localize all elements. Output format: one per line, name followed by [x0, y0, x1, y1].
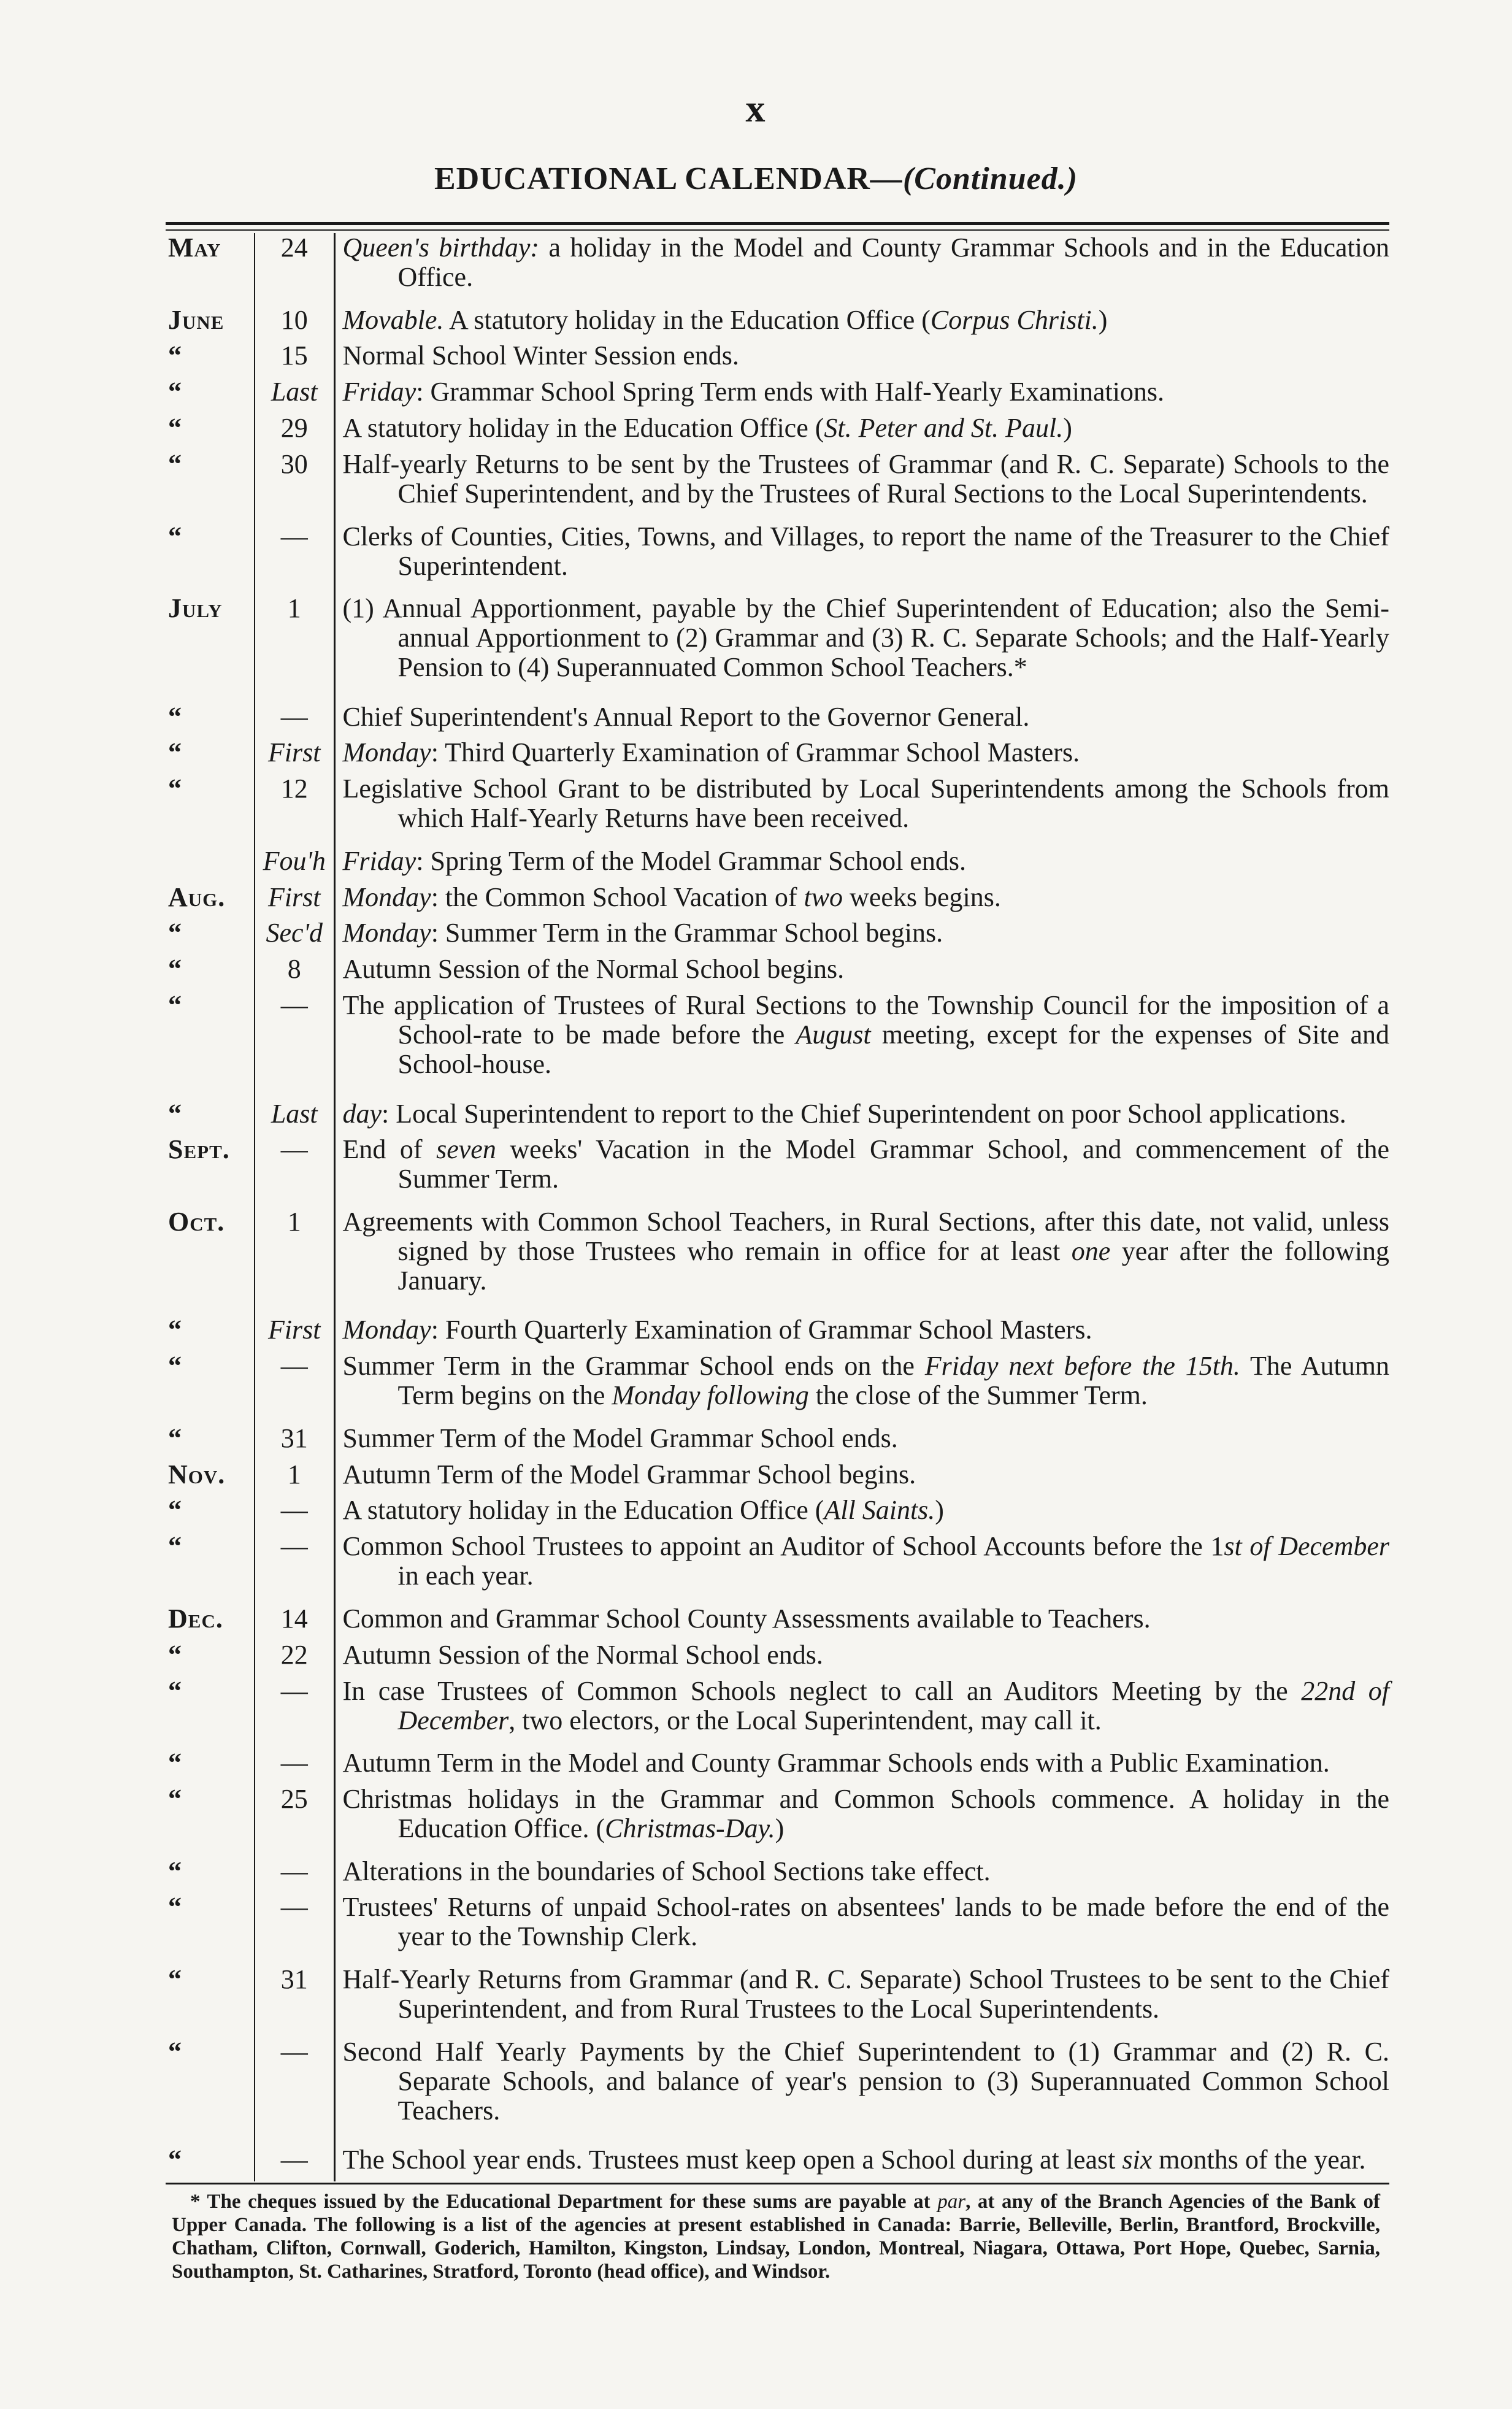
entry-day: — [255, 1135, 334, 1207]
entry-text-italic: Monday [342, 737, 431, 768]
entry-description [343, 1496, 1390, 1525]
entry-text: ) [775, 1813, 785, 1843]
entry-day: — [255, 1748, 334, 1785]
entry-day: 15 [255, 341, 334, 377]
calendar-row [166, 1965, 1389, 2037]
calendar-row [166, 1207, 1389, 1315]
entry-day: First [255, 883, 334, 919]
calendar-row [166, 702, 1389, 739]
entry-text: in each year. [397, 1561, 534, 1591]
entry-description-cell [334, 233, 1389, 305]
entry-day: 1 [255, 1460, 334, 1496]
title-continued: —(Continued.) [870, 161, 1078, 196]
calendar-row [166, 1748, 1389, 1785]
calendar-row [166, 594, 1389, 702]
title-main: EDUCATIONAL CALENDAR [434, 161, 870, 196]
calendar-row [166, 1460, 1389, 1496]
entry-description-cell [334, 883, 1389, 919]
calendar-row [166, 522, 1389, 594]
entry-month: Oct. [166, 1207, 255, 1315]
entry-day: 1 [255, 1207, 334, 1315]
entry-text-italic: August [796, 1020, 871, 1050]
entry-text: : Spring Term of the Model Grammar School ends. [416, 845, 967, 876]
entry-description-cell [334, 702, 1389, 739]
entry-text: (1) Annual Apportionment, payable by the Chief Superintendent of Education; also the Semi-annual Apportionment to (2) Grammar and (3) R. C. Separate Schools; and the Half-Yearly Pension to (4) Superannuated Common School Teachers.* [342, 593, 1389, 683]
entry-day: — [255, 522, 334, 594]
entry-text-italic: St. Peter and St. Paul. [824, 413, 1064, 444]
bottom-rule [166, 2183, 1389, 2184]
calendar-row [166, 1315, 1389, 1351]
entry-day: — [255, 702, 334, 739]
entry-day: 31 [255, 1965, 334, 2037]
entry-text: Alterations in the boundaries of School Sections take effect. [342, 1856, 991, 1886]
calendar-row [166, 413, 1389, 450]
entry-text: Autumn Session of the Normal School begins. [342, 954, 845, 985]
entry-description [343, 774, 1390, 833]
entry-description-cell [334, 377, 1389, 413]
entry-description-cell [334, 1892, 1389, 1965]
entry-month: “ [166, 341, 255, 377]
entry-description [343, 341, 1390, 371]
entry-description-cell [334, 738, 1389, 774]
calendar-row [166, 1496, 1389, 1532]
entry-month: Aug. [166, 883, 255, 919]
entry-description [343, 1315, 1390, 1345]
calendar-row [166, 1857, 1389, 1893]
calendar-row [166, 991, 1389, 1099]
entry-month: “ [166, 1532, 255, 1604]
entry-description [343, 1785, 1390, 1843]
entry-day: Last [255, 377, 334, 413]
entry-description [343, 883, 1390, 912]
entry-text: Christmas holidays in the Grammar and Common Schools commence. A holiday in the Education Office. ( [342, 1783, 1389, 1843]
calendar-row [166, 1785, 1389, 1857]
calendar-table [166, 233, 1389, 2181]
entry-text-italic: two [804, 882, 843, 912]
calendar-row [166, 955, 1389, 991]
entry-day: 30 [255, 450, 334, 522]
entry-description [343, 377, 1390, 407]
entry-text-italic: All Saints. [824, 1495, 935, 1526]
entry-day: 10 [255, 305, 334, 342]
entry-day: — [255, 991, 334, 1099]
top-rule-thick [166, 222, 1389, 225]
entry-description [343, 1604, 1390, 1634]
entry-text: Agreements with Common School Teachers, in Rural Sections, after this date, not valid, unless signed by those Trustees who remain in office for at least [342, 1206, 1389, 1266]
entry-day: 24 [255, 233, 334, 305]
entry-description-cell [334, 774, 1389, 847]
entry-text-italic: six [1122, 2145, 1153, 2175]
entry-month: Dec. [166, 1604, 255, 1640]
entry-day: 31 [255, 1424, 334, 1460]
entry-month: “ [166, 413, 255, 450]
entry-day: 22 [255, 1640, 334, 1677]
entry-description [343, 2145, 1390, 2175]
entry-description [343, 1677, 1390, 1735]
entry-description [343, 738, 1390, 767]
entry-text: Half-Yearly Returns from Grammar (and R. C. Separate) School Trustees to be sent to the Chief Superintendent, and from Rural Trustees to the Local Superintendents. [342, 1964, 1389, 2024]
entry-text: The Autumn Term begins on the [397, 1351, 1389, 1411]
entry-description-cell [334, 594, 1389, 702]
entry-description [343, 594, 1390, 682]
entry-description [343, 413, 1390, 443]
footnote [172, 2190, 1380, 2283]
entry-month: “ [166, 1351, 255, 1424]
entry-month: “ [166, 2145, 255, 2181]
entry-text: In case Trustees of Common Schools neglect to call an Auditors Meeting by the [342, 1675, 1302, 1706]
entry-month: Sept. [166, 1135, 255, 1207]
entry-description [343, 2037, 1390, 2126]
entry-month: “ [166, 1748, 255, 1785]
entry-description-cell [334, 1424, 1389, 1460]
entry-text-italic: one [1071, 1235, 1111, 1266]
entry-description-cell [334, 522, 1389, 594]
calendar-row [166, 2145, 1389, 2181]
entry-month: “ [166, 1785, 255, 1857]
calendar-row [166, 738, 1389, 774]
entry-description-cell [334, 1604, 1389, 1640]
page-title [0, 161, 1512, 197]
entry-description [343, 918, 1390, 948]
entry-text: , two electors, or the Local Superintendent, may call it. [508, 1705, 1102, 1735]
entry-month: “ [166, 522, 255, 594]
entry-description-cell [334, 1785, 1389, 1857]
entry-text: : the Common School Vacation of [431, 882, 804, 912]
calendar-row [166, 1604, 1389, 1640]
entry-day: 8 [255, 955, 334, 991]
calendar-row [166, 1640, 1389, 1677]
entry-text-italic: Friday [342, 377, 416, 407]
entry-description [343, 1965, 1390, 2024]
entry-text: A statutory holiday in the Education Office ( [443, 304, 931, 335]
entry-day: 25 [255, 1785, 334, 1857]
entry-text-italic: st of December [1224, 1531, 1389, 1562]
entry-description [343, 1424, 1390, 1453]
entry-description-cell [334, 1677, 1389, 1749]
entry-description [343, 1351, 1390, 1410]
entry-text: Summer Term of the Model Grammar School ends. [342, 1423, 898, 1453]
entry-day: — [255, 1351, 334, 1424]
entry-month: “ [166, 1496, 255, 1532]
entry-description [343, 847, 1390, 876]
entry-description-cell [334, 2037, 1389, 2145]
calendar-row [166, 1424, 1389, 1460]
entry-day: 1 [255, 594, 334, 702]
entry-day: — [255, 1532, 334, 1604]
entry-text: meeting, except for the expenses of Site and School-house. [397, 1020, 1389, 1080]
entry-text: Legislative School Grant to be distributed by Local Superintendents among the Schools from which Half-Yearly Returns have been received. [342, 774, 1389, 834]
entry-text: Summer Term in the Grammar School ends on the [342, 1351, 925, 1381]
entry-description [343, 702, 1390, 732]
entry-month: July [166, 594, 255, 702]
entry-text: Autumn Term in the Model and County Grammar Schools ends with a Public Examination. [342, 1748, 1330, 1778]
entry-description [343, 1135, 1390, 1194]
entry-text: : Grammar School Spring Term ends with Half-Yearly Examinations. [416, 377, 1165, 407]
entry-description [343, 991, 1390, 1079]
calendar-row [166, 918, 1389, 955]
entry-text: : Local Superintendent to report to the Chief Superintendent on poor School applications. [382, 1098, 1346, 1129]
entry-text: year after the following January. [397, 1235, 1389, 1296]
entry-text: ) [1063, 413, 1072, 444]
footnote-text-end: , at any of the Branch Agencies of the Bank of Upper Canada. The following is a list of the agencies at present established in Canada: Barrie, Belleville, Berlin, Brantford, Brockville, Chatham, Clifton, Cornwall, Goderich, Hamilton, Kingston, Lindsay, London, Montreal, Niagara, Ottawa, Port Hope, Quebec, Sarnia, Southampton, St. Catharines, Stratford, Toronto (head office), and Windsor. [172, 2191, 1380, 2283]
entry-month: “ [166, 2037, 255, 2145]
entry-description-cell [334, 450, 1389, 522]
entry-description-cell [334, 991, 1389, 1099]
entry-description-cell [334, 1315, 1389, 1351]
entry-month: May [166, 233, 255, 305]
entry-month: “ [166, 955, 255, 991]
entry-month: “ [166, 918, 255, 955]
entry-month: “ [166, 1424, 255, 1460]
entry-text: Common and Grammar School County Assessments available to Teachers. [342, 1603, 1151, 1634]
entry-description-cell [334, 1207, 1389, 1315]
entry-description [343, 305, 1390, 335]
entry-description-cell [334, 1460, 1389, 1496]
entry-description-cell [334, 847, 1389, 883]
entry-month: “ [166, 1857, 255, 1893]
entry-description-cell [334, 413, 1389, 450]
entry-day: — [255, 1677, 334, 1749]
entry-text-italic: Monday [342, 882, 431, 912]
entry-description [343, 955, 1390, 984]
entry-text: Common School Trustees to appoint an Auditor of School Accounts before the 1 [342, 1531, 1224, 1562]
entry-day: — [255, 1857, 334, 1893]
top-rule-thin [166, 229, 1389, 231]
entry-description [343, 450, 1390, 509]
entry-day: First [255, 738, 334, 774]
entry-description [343, 522, 1390, 581]
entry-description [343, 1532, 1390, 1591]
entry-day: 12 [255, 774, 334, 847]
calendar-row [166, 1532, 1389, 1604]
entry-text: a holiday in the Model and County Grammar Schools and in the Education Office. [397, 232, 1389, 292]
entry-text: Second Half Yearly Payments by the Chief Superintendent to (1) Grammar and (2) R. C. Separate Schools, and balance of year's pension to (3) Superannuated Common School Teachers. [342, 2036, 1389, 2126]
entry-month [166, 847, 255, 883]
entry-text-italic: seven [436, 1134, 496, 1165]
entry-text: Half-yearly Returns to be sent by the Trustees of Grammar (and R. C. Separate) Schools to the Chief Superintendent, and by the Trustees of Rural Sections to the Local Superintendents. [342, 448, 1389, 509]
entry-description-cell [334, 1965, 1389, 2037]
calendar-body [166, 233, 1389, 2181]
entry-description-cell [334, 305, 1389, 342]
entry-text: Trustees' Returns of unpaid School-rates on absentees' lands to be made before the end of the year to the Township Clerk. [342, 1892, 1389, 1952]
entry-description-cell [334, 1857, 1389, 1893]
entry-day: — [255, 1496, 334, 1532]
entry-month: “ [166, 1099, 255, 1135]
calendar-row [166, 1135, 1389, 1207]
entry-text-italic: Friday next before the 15th. [924, 1351, 1240, 1381]
entry-day: First [255, 1315, 334, 1351]
calendar-row [166, 450, 1389, 522]
calendar-row [166, 774, 1389, 847]
entry-text: The application of Trustees of Rural Sections to the Township Council for the imposition of a School-rate to be made before the [342, 990, 1389, 1050]
entry-text-italic: 22nd of December [397, 1675, 1389, 1735]
calendar-row [166, 1677, 1389, 1749]
entry-month: “ [166, 1640, 255, 1677]
entry-description-cell [334, 918, 1389, 955]
entry-description [343, 1460, 1390, 1489]
entry-text: weeks begins. [843, 882, 1001, 912]
calendar-row [166, 1099, 1389, 1135]
entry-month: “ [166, 991, 255, 1099]
entry-month: “ [166, 1315, 255, 1351]
entry-month: “ [166, 1677, 255, 1749]
footnote-text-italic: par [937, 2191, 966, 2213]
entry-text-italic: Christmas-Day. [605, 1813, 775, 1843]
entry-text: : Summer Term in the Grammar School begins. [431, 918, 943, 948]
entry-month: “ [166, 450, 255, 522]
entry-text: Normal School Winter Session ends. [342, 340, 739, 371]
entry-description-cell [334, 1640, 1389, 1677]
entry-description-cell [334, 1099, 1389, 1135]
entry-text: weeks' Vacation in the Model Grammar School, and commencement of the Summer Term. [397, 1134, 1389, 1194]
calendar-row [166, 377, 1389, 413]
entry-text: Chief Superintendent's Annual Report to the Governor General. [342, 701, 1030, 732]
entry-description [343, 233, 1390, 292]
entry-description [343, 1207, 1390, 1296]
entry-text: A statutory holiday in the Education Office ( [342, 1495, 824, 1526]
entry-text: months of the year. [1152, 2145, 1366, 2175]
entry-text-italic: Queen's birthday: [342, 232, 540, 263]
entry-description [343, 1640, 1390, 1670]
entry-month: “ [166, 1892, 255, 1965]
entry-description-cell [334, 1532, 1389, 1604]
entry-day: 14 [255, 1604, 334, 1640]
entry-text: Autumn Session of the Normal School ends. [342, 1639, 823, 1670]
entry-month: “ [166, 377, 255, 413]
entry-text: Autumn Term of the Model Grammar School begins. [342, 1459, 916, 1489]
entry-text: The School year ends. Trustees must keep open a School during at least [342, 2145, 1122, 2175]
entry-day: Fou'h [255, 847, 334, 883]
entry-day: 29 [255, 413, 334, 450]
entry-description-cell [334, 1135, 1389, 1207]
entry-text: : Fourth Quarterly Examination of Grammar School Masters. [431, 1315, 1092, 1345]
calendar-row [166, 233, 1389, 305]
entry-month: June [166, 305, 255, 342]
entry-description-cell [334, 341, 1389, 377]
entry-description [343, 1099, 1390, 1129]
calendar-row [166, 305, 1389, 342]
entry-text: the close of the Summer Term. [808, 1380, 1148, 1411]
entry-text-italic: Movable. [342, 304, 444, 335]
entry-description-cell [334, 955, 1389, 991]
entry-description-cell [334, 2145, 1389, 2181]
entry-text: : Third Quarterly Examination of Grammar School Masters. [431, 737, 1080, 768]
entry-description [343, 1857, 1390, 1886]
entry-description-cell [334, 1351, 1389, 1424]
entry-text-italic: Monday [342, 1315, 431, 1345]
entry-day: — [255, 2145, 334, 2181]
entry-text-italic: Monday [342, 918, 431, 948]
entry-text-italic: Friday [342, 845, 416, 876]
calendar-row [166, 2037, 1389, 2145]
entry-text-italic: Corpus Christi. [930, 304, 1099, 335]
entry-text-italic: Monday following [612, 1380, 809, 1411]
entry-day: Sec'd [255, 918, 334, 955]
entry-text: ) [1098, 304, 1108, 335]
entry-day: — [255, 1892, 334, 1965]
entry-day: Last [255, 1099, 334, 1135]
calendar-row [166, 847, 1389, 883]
entry-month: “ [166, 1965, 255, 2037]
entry-month: Nov. [166, 1460, 255, 1496]
entry-description [343, 1748, 1390, 1778]
calendar-row [166, 1892, 1389, 1965]
entry-day: — [255, 2037, 334, 2145]
footnote-text-start: * The cheques issued by the Educational Department for these sums are payable at [190, 2191, 938, 2213]
entry-text-italic: day [342, 1098, 382, 1129]
entry-description-cell [334, 1496, 1389, 1532]
entry-month: “ [166, 738, 255, 774]
entry-text: Clerks of Counties, Cities, Towns, and Villages, to report the name of the Treasurer to the Chief Superintendent. [342, 521, 1389, 581]
calendar-row [166, 341, 1389, 377]
entry-month: “ [166, 702, 255, 739]
calendar-row [166, 1351, 1389, 1424]
entry-text: ) [935, 1495, 944, 1526]
entry-text: End of [342, 1134, 437, 1165]
entry-text: A statutory holiday in the Education Office ( [342, 413, 824, 444]
entry-description [343, 1892, 1390, 1951]
page-number: x [745, 86, 767, 130]
entry-description-cell [334, 1748, 1389, 1785]
calendar-row [166, 883, 1389, 919]
entry-month: “ [166, 774, 255, 847]
